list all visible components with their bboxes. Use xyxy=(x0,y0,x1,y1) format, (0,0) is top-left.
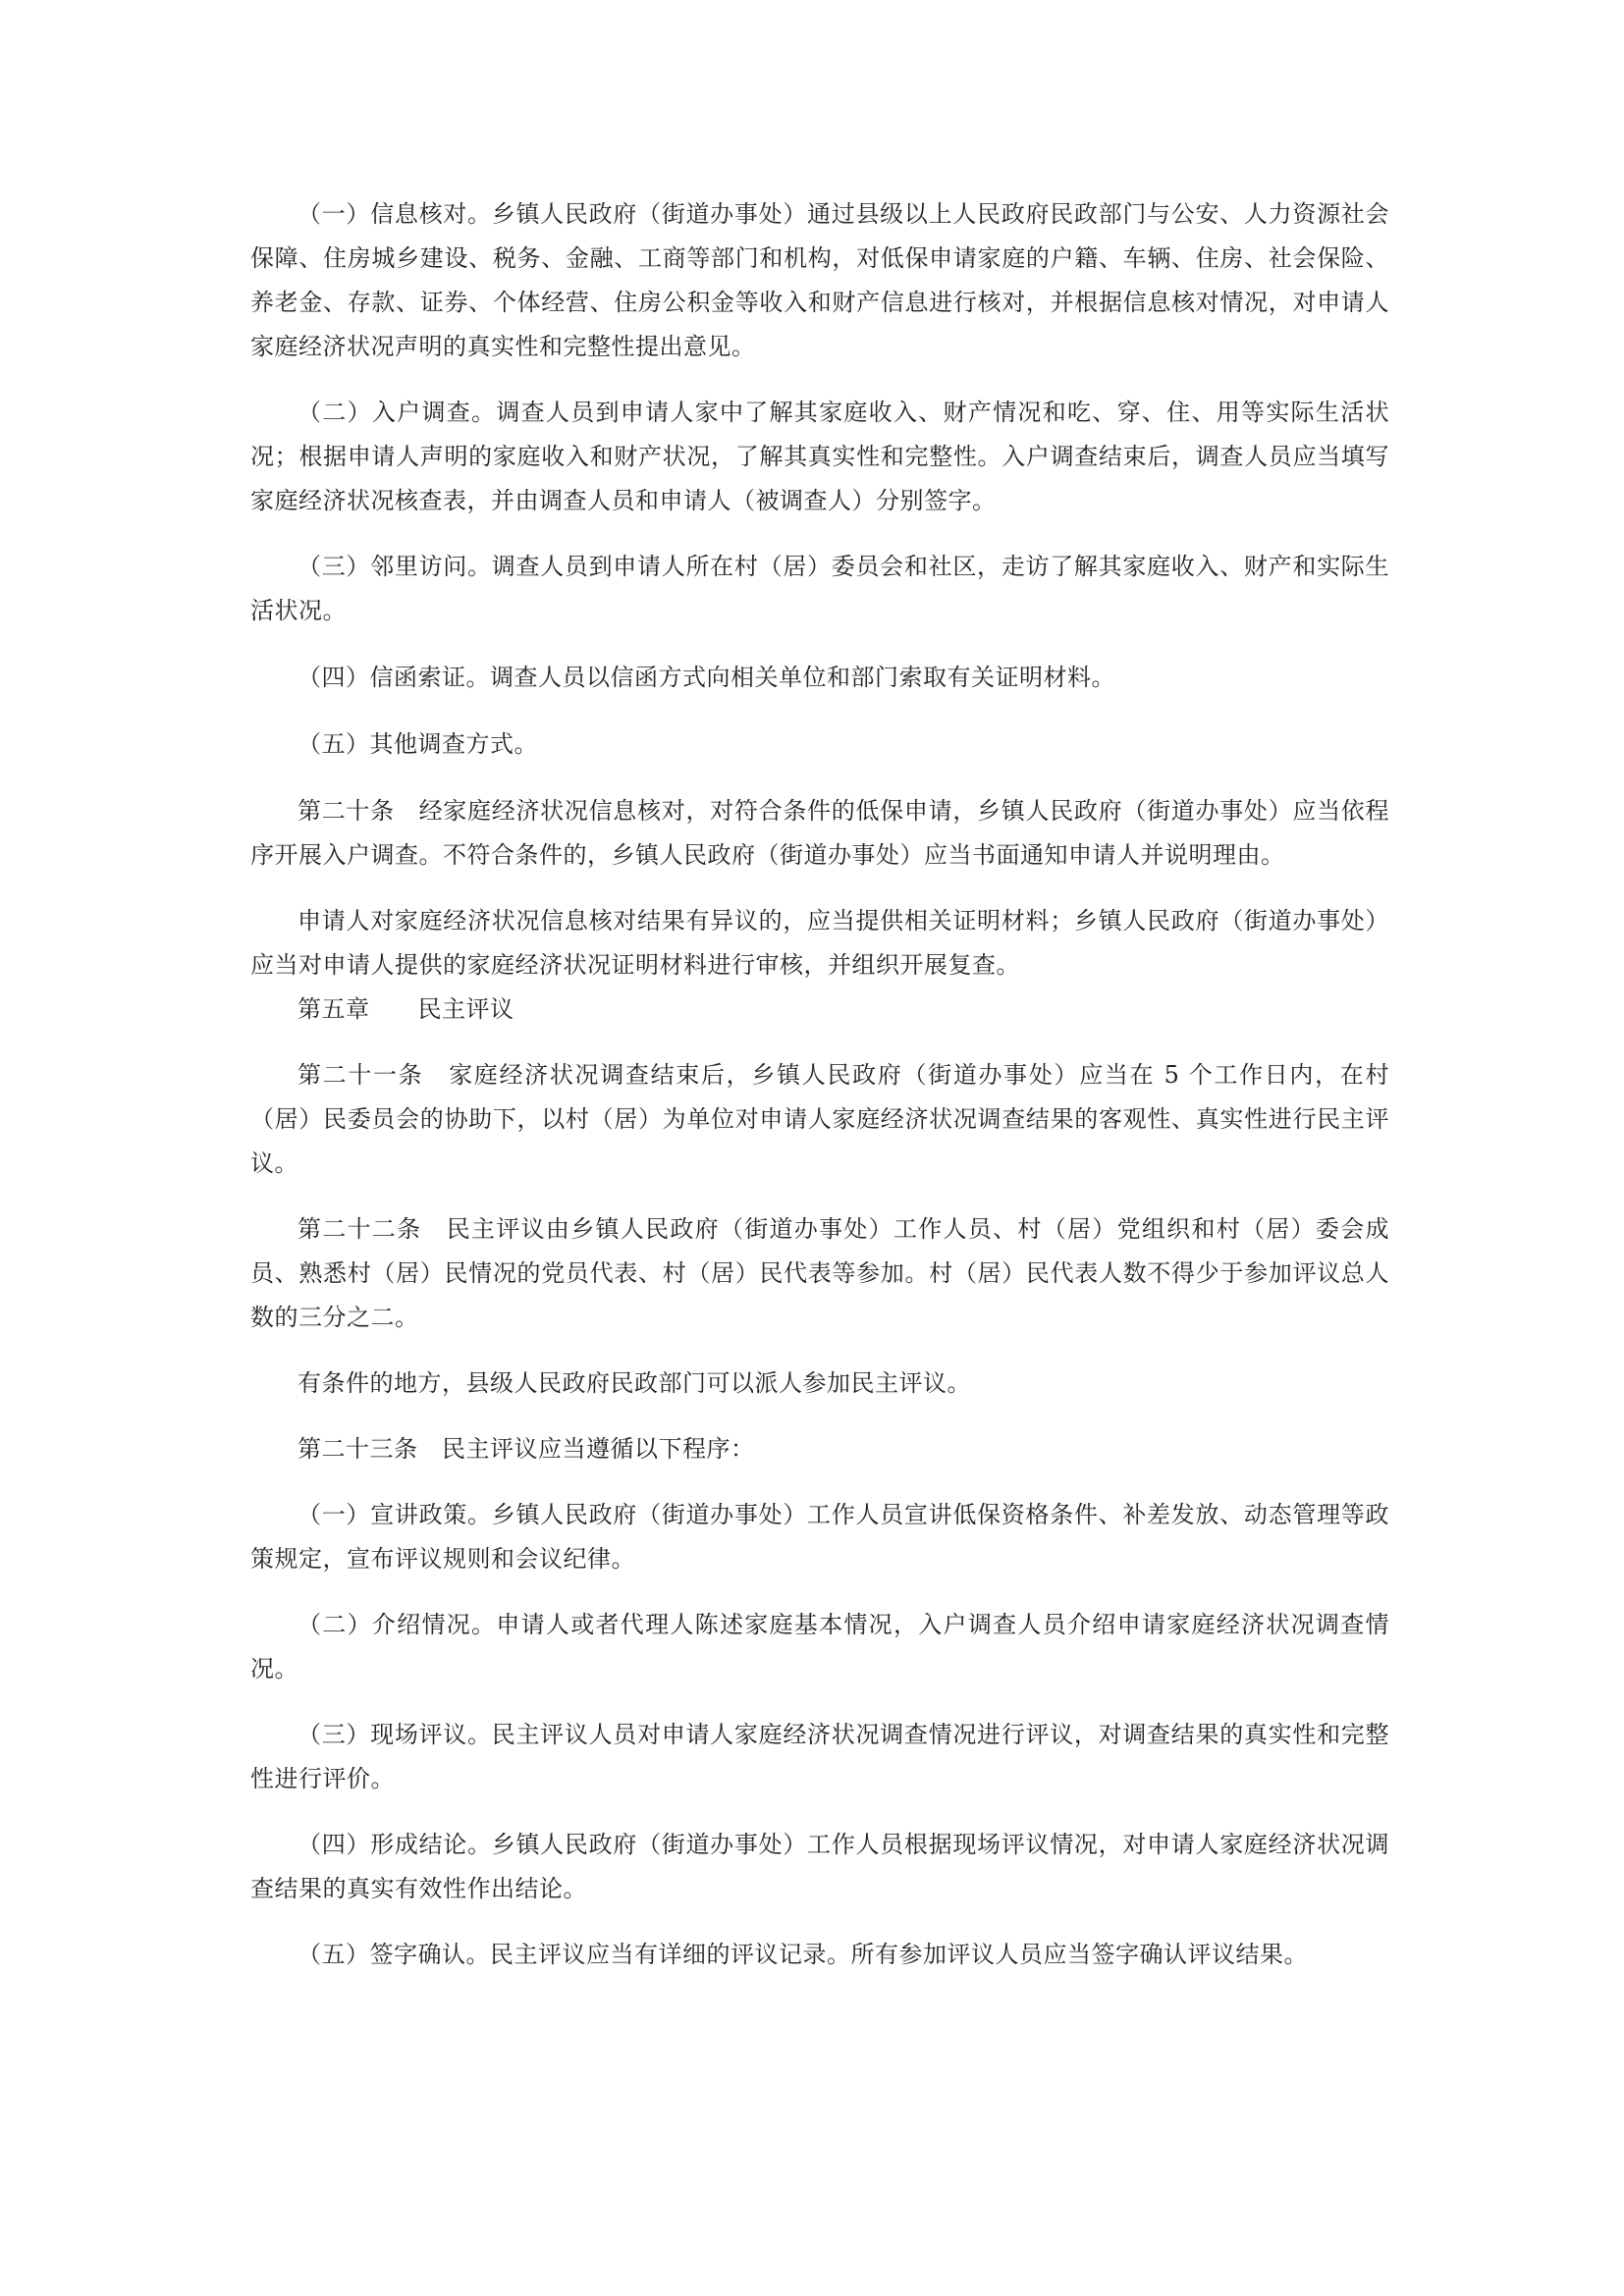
paragraph-neighbor-visit: （三）邻里访问。调查人员到申请人所在村（居）委员会和社区，走访了解其家庭收入、财产和实际生活状况。 xyxy=(250,553,1389,624)
chapter-heading: 第五章 民主评议 xyxy=(298,995,514,1023)
paragraph-introduce-situation: （二）介绍情况。申请人或者代理人陈述家庭基本情况，入户调查人员介绍申请家庭经济状况调查情况。 xyxy=(250,1611,1389,1682)
paragraph-form-conclusion: （四）形成结论。乡镇人民政府（街道办事处）工作人员根据现场评议情况，对申请人家庭经济状况调查结果的真实有效性作出结论。 xyxy=(250,1831,1389,1902)
paragraph-onsite-review: （三）现场评议。民主评议人员对申请人家庭经济状况调查情况进行评议，对调查结果的真实性和完整性进行评价。 xyxy=(250,1721,1389,1792)
paragraph-article-21: 第二十一条 家庭经济状况调查结束后，乡镇人民政府（街道办事处）应当在 5 个工作日内，在村（居）民委员会的协助下，以村（居）为单位对申请人家庭经济状况调查结果的客观性、真实性进行民主评议。 xyxy=(250,1061,1389,1177)
paragraph-letter-evidence: （四）信函索证。调查人员以信函方式向相关单位和部门索取有关证明材料。 xyxy=(298,664,1115,691)
paragraph-article-22: 第二十二条 民主评议由乡镇人民政府（街道办事处）工作人员、村（居）党组织和村（居）委会成员、熟悉村（居）民情况的党员代表、村（居）民代表等参加。村（居）民代表人数不得少于参加评议总人数的三分之二。 xyxy=(250,1215,1389,1331)
paragraph-home-investigation: （二）入户调查。调查人员到申请人家中了解其家庭收入、财产情况和吃、穿、住、用等实际生活状况；根据申请人声明的家庭收入和财产状况，了解其真实性和完整性。入户调查结束后，调查人员应当填写家庭经济状况核查表，并由调查人员和申请人（被调查人）分别签字。 xyxy=(250,399,1389,514)
paragraph-promote-policy: （一）宣讲政策。乡镇人民政府（街道办事处）工作人员宣讲低保资格条件、补差发放、动态管理等政策规定，宣布评议规则和会议纪律。 xyxy=(250,1501,1389,1573)
paragraph-article-20: 第二十条 经家庭经济状况信息核对，对符合条件的低保申请，乡镇人民政府（街道办事处）应当依程序开展入户调查。不符合条件的，乡镇人民政府（街道办事处）应当书面通知申请人并说明理由。 xyxy=(250,797,1389,869)
paragraph-article-23: 第二十三条 民主评议应当遵循以下程序： xyxy=(298,1435,755,1463)
paragraph-objection: 申请人对家庭经济状况信息核对结果有异议的，应当提供相关证明材料；乡镇人民政府（街道办事处）应当对申请人提供的家庭经济状况证明材料进行审核，并组织开展复查。 xyxy=(250,907,1389,979)
paragraph-sign-confirm: （五）签字确认。民主评议应当有详细的评议记录。所有参加评议人员应当签字确认评议结果。 xyxy=(298,1941,1308,1968)
paragraph-info-verification: （一）信息核对。乡镇人民政府（街道办事处）通过县级以上人民政府民政部门与公安、人力资源社会保障、住房城乡建设、税务、金融、工商等部门和机构，对低保申请家庭的户籍、车辆、住房、社会保险、养老金、存款、证券、个体经营、住房公积金等收入和财产信息进行核对，并根据信息核对情况，对申请人家庭经济状况声明的真实性和完整性提出意见。 xyxy=(250,200,1389,360)
paragraph-other-methods: （五）其他调查方式。 xyxy=(298,730,538,758)
document-body xyxy=(250,192,1389,1977)
paragraph-county-dispatch: 有条件的地方，县级人民政府民政部门可以派人参加民主评议。 xyxy=(298,1369,971,1397)
